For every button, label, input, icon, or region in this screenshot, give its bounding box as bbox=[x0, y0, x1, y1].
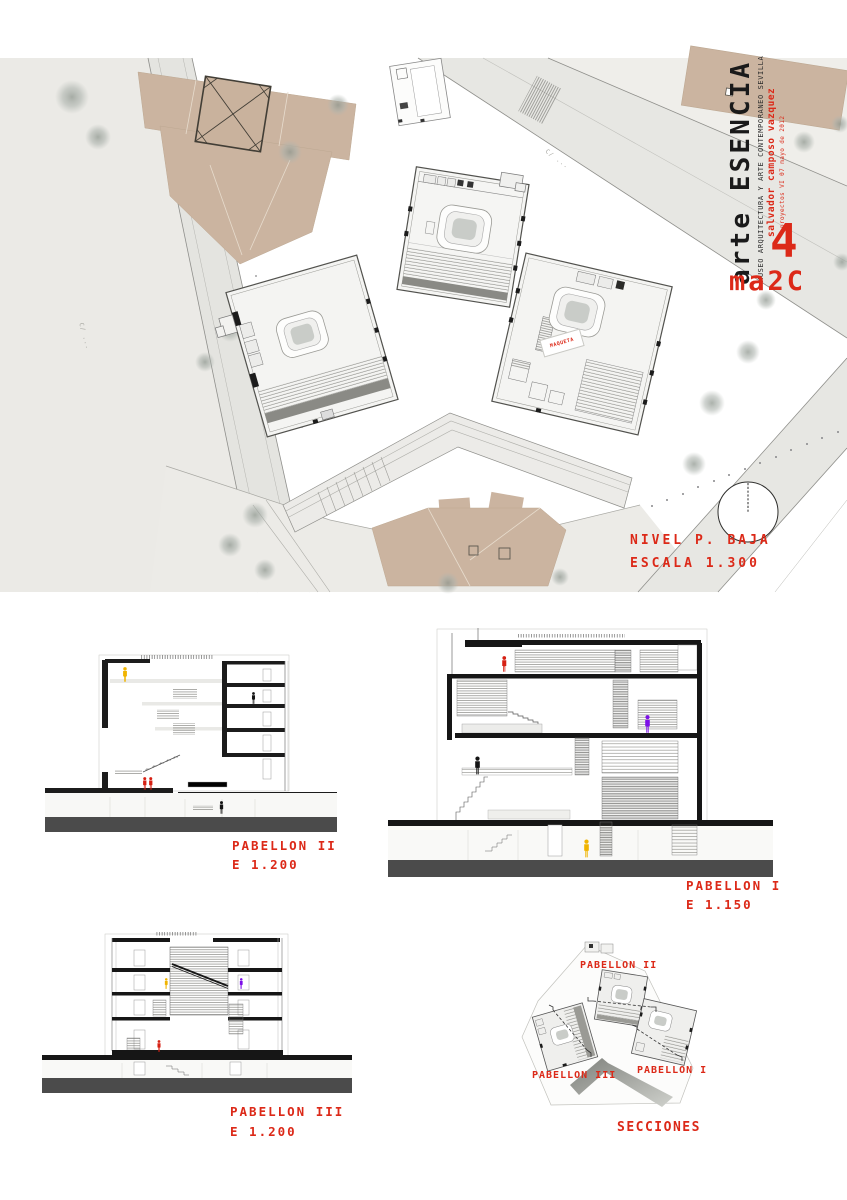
keyplan-label-pabellon-1: PABELLON I bbox=[637, 1065, 708, 1076]
museum-subtitle: MUSEO ARQUITECTURA Y ARTE CONTEMPORANEO SEVILLA bbox=[757, 55, 765, 282]
keyplan-label-pabellon-2: PABELLON II bbox=[580, 960, 658, 971]
maqueta-room-label: MAQUETA bbox=[539, 329, 584, 358]
south-tan-building bbox=[372, 491, 566, 586]
sec1-stair-mid bbox=[508, 712, 538, 724]
caption-pabellon-3-scale: E 1.200 bbox=[230, 1124, 297, 1139]
sec1-figure-red bbox=[502, 656, 506, 672]
section-pabellon-3-drawing bbox=[42, 918, 352, 1110]
plan-pabellon-2 bbox=[396, 159, 532, 308]
plaza-top-kiosk bbox=[390, 58, 451, 125]
sec1-stair-left bbox=[456, 777, 488, 820]
sec2-stair bbox=[143, 755, 180, 772]
sec1-figure-purple bbox=[645, 715, 650, 733]
keyplan-label-pabellon-3: PABELLON III bbox=[532, 1070, 617, 1081]
sec3-figure-yellow bbox=[165, 978, 168, 989]
caption-pabellon-2-name: PABELLON II bbox=[232, 838, 337, 853]
church-tower bbox=[195, 76, 271, 152]
project-title: arte ESENCIA bbox=[726, 59, 756, 285]
street-name-northeast: C/ ... bbox=[543, 148, 571, 171]
keyplan-title: SECCIONES bbox=[617, 1120, 701, 1135]
section-pabellon-2-drawing bbox=[45, 641, 337, 841]
caption-pabellon-3-name: PABELLON III bbox=[230, 1104, 345, 1119]
pav2-core bbox=[435, 203, 493, 255]
section-pabellon-1-drawing bbox=[388, 628, 773, 880]
caption-pabellon-1-scale: E 1.150 bbox=[686, 897, 753, 912]
sec2-figure-black bbox=[252, 692, 255, 704]
caption-pabellon-2-scale: E 1.200 bbox=[232, 857, 299, 872]
studio-logo: ma2C bbox=[729, 266, 807, 297]
course-date: proyectos VI 07 mayo de 2012 bbox=[779, 115, 786, 228]
sec2-figure-red-1 bbox=[143, 777, 146, 790]
sheet-number: 4 bbox=[770, 214, 798, 268]
sec2-figure-red-2 bbox=[149, 777, 152, 790]
street-name-west: C/ ... bbox=[77, 322, 92, 351]
site-plan-scale-label: ESCALA 1.300 bbox=[630, 556, 760, 571]
site-plan-level-label: NIVEL P. BAJA bbox=[630, 533, 771, 548]
author-name: salvador camposo vazquez bbox=[766, 87, 777, 237]
caption-pabellon-1-name: PABELLON I bbox=[686, 878, 782, 893]
